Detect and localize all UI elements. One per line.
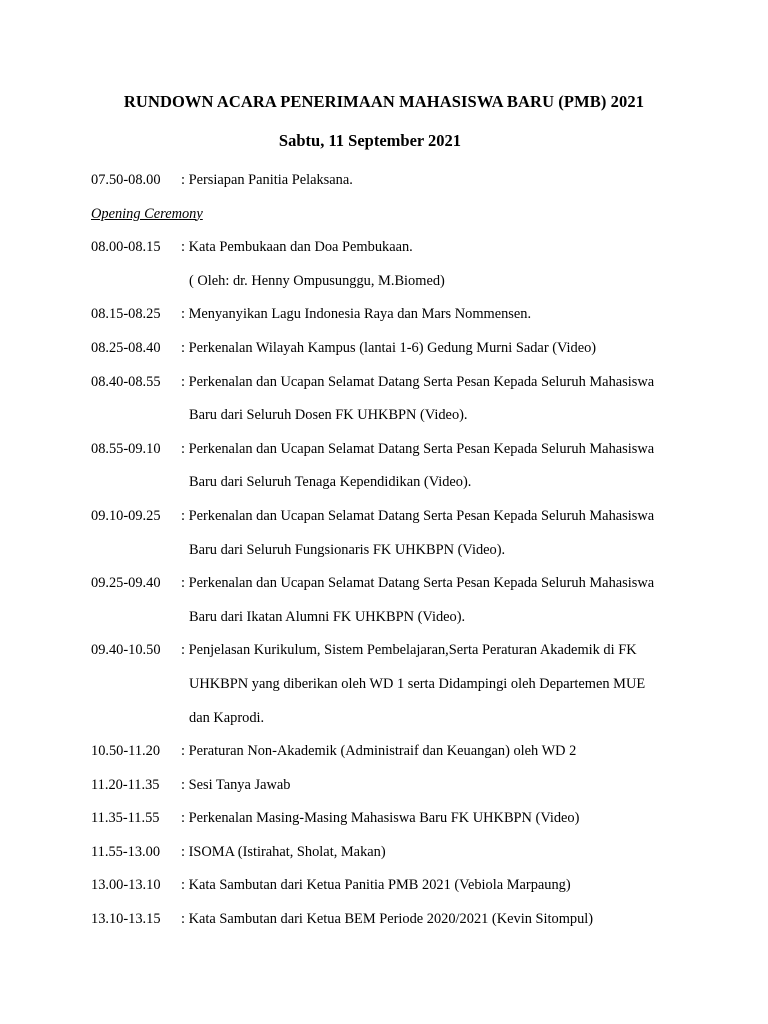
schedule-time: 08.00-08.15 [91, 239, 161, 256]
schedule-time: 11.20-11.35 [91, 776, 160, 793]
schedule-description: : Kata Sambutan dari Ketua BEM Periode 2020/2021 (Kevin Sitompul) [181, 911, 594, 928]
page-title: RUNDOWN ACARA PENERIMAAN MAHASISWA BARU (PMB) 2021 [123, 92, 645, 111]
section-heading: Opening Ceremony [91, 205, 203, 222]
schedule-time: 13.00-13.10 [91, 877, 161, 894]
time-spacer [91, 466, 181, 500]
time-spacer [91, 399, 181, 433]
schedule-description: : Kata Sambutan dari Ketua Panitia PMB 2021 (Vebiola Marpaung) [181, 877, 571, 894]
schedule-row-continuation [91, 265, 711, 299]
schedule-row [91, 298, 711, 332]
schedule-row [91, 567, 711, 601]
schedule-description: Baru dari Seluruh Tenaga Kependidikan (Video). [189, 474, 472, 491]
schedule-time: 08.55-09.10 [91, 440, 161, 457]
schedule-row [91, 433, 711, 467]
schedule-row [91, 869, 711, 903]
time-spacer [91, 601, 181, 635]
schedule-description: : Perkenalan dan Ucapan Selamat Datang Serta Pesan Kepada Seluruh Mahasiswa [181, 507, 655, 524]
schedule-row-continuation [91, 668, 711, 702]
schedule-time: 07.50-08.00 [91, 172, 161, 188]
schedule-time: 09.25-09.40 [91, 575, 161, 592]
schedule-description: : Perkenalan dan Ucapan Selamat Datang Serta Pesan Kepada Seluruh Mahasiswa [181, 373, 655, 390]
schedule-row [91, 500, 711, 534]
schedule-description: : Peraturan Non-Akademik (Administraif dan Keuangan) oleh WD 2 [181, 743, 577, 760]
schedule-description: : Perkenalan Wilayah Kampus (lantai 1-6) Gedung Murni Sadar (Video) [181, 339, 597, 356]
schedule-description: Baru dari Ikatan Alumni FK UHKBPN (Video). [189, 608, 466, 625]
schedule-row-continuation [91, 466, 711, 500]
schedule-description: : Kata Pembukaan dan Doa Pembukaan. [181, 239, 413, 256]
schedule-description: : Menyanyikan Lagu Indonesia Raya dan Mars Nommensen. [181, 306, 532, 323]
schedule-row [91, 769, 711, 803]
schedule-description: : Penjelasan Kurikulum, Sistem Pembelajaran,Serta Peraturan Akademik di FK [181, 642, 637, 659]
schedule-description: dan Kaprodi. [189, 709, 265, 726]
time-spacer [91, 534, 181, 568]
schedule-row-continuation [91, 399, 711, 433]
schedule-time: 11.55-13.00 [91, 843, 161, 860]
schedule-row [91, 366, 711, 400]
schedule-row-continuation [91, 702, 711, 736]
schedule-row [91, 231, 711, 265]
schedule-time: 09.10-09.25 [91, 507, 161, 524]
schedule-time: 08.25-08.40 [91, 339, 161, 356]
time-spacer [91, 265, 181, 299]
schedule-description: ( Oleh: dr. Henny Ompusunggu, M.Biomed) [189, 272, 445, 289]
schedule-time: 08.40-08.55 [91, 373, 161, 390]
schedule-time: 13.10-13.15 [91, 911, 161, 928]
time-spacer [91, 702, 181, 736]
schedule-time: 11.35-11.55 [91, 810, 160, 827]
schedule-description: Baru dari Seluruh Dosen FK UHKBPN (Video). [189, 407, 468, 424]
schedule-time: 08.15-08.25 [91, 306, 161, 323]
schedule-description: : Perkenalan dan Ucapan Selamat Datang Serta Pesan Kepada Seluruh Mahasiswa [181, 575, 655, 592]
schedule-row [91, 332, 711, 366]
schedule-description: Baru dari Seluruh Fungsionaris FK UHKBPN (Video). [189, 541, 506, 558]
rundown-list [91, 164, 711, 937]
schedule-row [91, 802, 711, 836]
schedule-time: 10.50-11.20 [91, 743, 161, 760]
schedule-time: 09.40-10.50 [91, 642, 161, 659]
schedule-description: : Perkenalan dan Ucapan Selamat Datang Serta Pesan Kepada Seluruh Mahasiswa [181, 440, 655, 457]
schedule-row [91, 735, 711, 769]
schedule-row-continuation [91, 601, 711, 635]
schedule-description: : Persiapan Panitia Pelaksana. [181, 172, 353, 188]
schedule-row [91, 836, 711, 870]
schedule-description: UHKBPN yang diberikan oleh WD 1 serta Didampingi oleh Departemen MUE [189, 675, 646, 692]
time-spacer [91, 668, 181, 702]
schedule-row [91, 903, 711, 937]
schedule-row [91, 164, 711, 198]
schedule-row-continuation [91, 534, 711, 568]
schedule-row [91, 634, 711, 668]
schedule-description: : ISOMA (Istirahat, Sholat, Makan) [181, 843, 386, 860]
schedule-description: : Sesi Tanya Jawab [181, 776, 291, 793]
schedule-description: : Perkenalan Masing-Masing Mahasiswa Baru FK UHKBPN (Video) [181, 810, 580, 827]
page-subtitle: Sabtu, 11 September 2021 [278, 131, 462, 150]
